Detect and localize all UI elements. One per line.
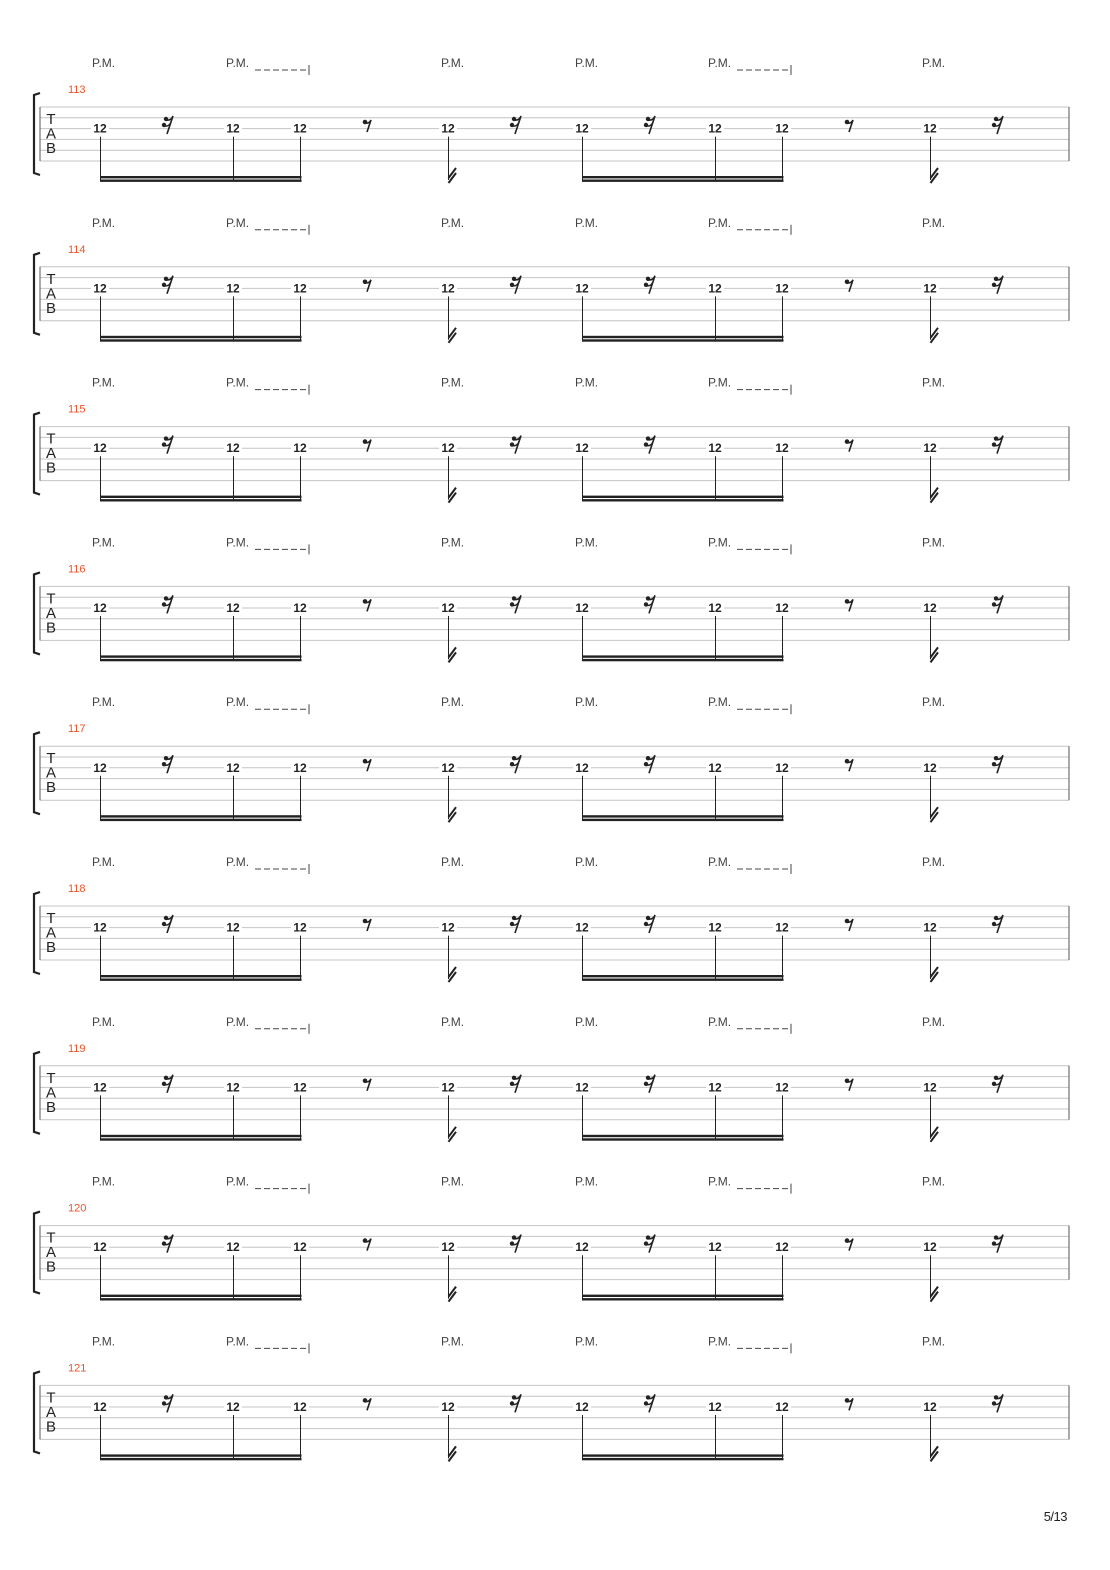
tab-clef-letter: T [46,1069,56,1087]
palm-mute-label: P.M. [441,535,465,550]
fret-number: 12 [226,601,240,615]
fret-number: 12 [293,920,307,935]
fret-number: 12 [575,601,589,615]
fret-number: 12 [775,281,789,296]
fret-number: 12 [93,1400,107,1414]
tab-system [34,1175,1069,1302]
palm-mute-label: P.M. [92,1334,116,1349]
palm-mute-label: P.M. [575,1334,599,1349]
tab-system [34,1334,1069,1461]
palm-mute-label: P.M. [92,695,116,710]
bar-number: 120 [68,1202,87,1215]
fret-number: 12 [441,1400,455,1414]
tab-clef-letter: T [46,270,56,288]
fret-number: 12 [93,601,107,615]
tab-clef-letter: T [46,910,56,927]
tab-clef-letter: B [45,619,57,637]
tab-clef-letter: T [46,1229,56,1247]
tab-clef-letter: A [45,125,57,143]
beam-primary [582,496,784,498]
fret-number: 12 [708,920,722,935]
beam-primary [582,1135,784,1137]
beam-secondary [582,659,784,661]
palm-mute-label: P.M. [441,1174,465,1189]
fret-number: 12 [575,281,589,296]
palm-mute-label: P.M. [575,855,599,869]
palm-mute-label: P.M. [575,375,599,390]
palm-mute-label: P.M. [575,695,599,710]
fret-number: 12 [708,441,722,456]
fret-number: 12 [293,281,307,296]
beam-secondary [582,339,784,341]
fret-number: 12 [775,760,789,775]
fret-number: 12 [923,121,937,136]
fret-number: 12 [226,1400,240,1414]
palm-mute-label: P.M. [922,56,946,70]
fret-number: 12 [293,760,307,775]
tab-clef-letter: B [45,939,57,956]
beam-primary [100,1295,302,1297]
fret-number: 12 [708,1240,722,1255]
fret-number: 12 [441,1080,455,1095]
beam-secondary [100,819,302,821]
fret-number: 12 [226,760,240,775]
fret-number: 12 [226,920,240,935]
tab-clef-letter: A [45,604,57,622]
fret-number: 12 [775,1400,789,1414]
fret-number: 12 [923,281,937,296]
fret-number: 12 [93,1240,107,1255]
beam-secondary [582,180,784,182]
beam-primary [100,815,302,817]
fret-number: 12 [575,1400,589,1414]
palm-mute-label: P.M. [922,855,946,869]
fret-number: 12 [575,121,589,136]
tab-clef-letter: B [45,1418,57,1436]
beam-secondary [100,499,302,501]
palm-mute-label: P.M. [575,1174,599,1189]
tab-system [34,1015,1069,1142]
fret-number: 12 [293,1080,307,1095]
palm-mute-label: P.M. [92,535,116,550]
beam-secondary [582,499,784,501]
palm-mute-label: P.M. [708,1334,732,1349]
tab-clef-letter: T [46,750,56,768]
beam-secondary [100,1298,302,1300]
fret-number: 12 [226,1080,240,1095]
tab-clef-letter: B [45,140,57,157]
system-bracket [34,732,40,814]
fret-number: 12 [708,601,722,615]
beam-primary [582,655,784,657]
fret-number: 12 [293,441,307,456]
fret-number: 12 [293,121,307,136]
beam-primary [100,1135,302,1137]
palm-mute-label: P.M. [575,56,599,70]
palm-mute-label: P.M. [226,535,250,550]
fret-number: 12 [226,441,240,456]
fret-number: 12 [575,760,589,775]
palm-mute-label: P.M. [92,1014,116,1029]
palm-mute-label: P.M. [226,1014,250,1029]
bar-number: 121 [68,1362,87,1375]
system-bracket [34,253,40,335]
tab-clef-letter: T [46,430,56,448]
fret-number: 12 [575,920,589,935]
fret-number: 12 [708,1400,722,1414]
fret-number: 12 [708,760,722,775]
system-bracket [34,93,40,175]
palm-mute-label: P.M. [708,56,732,70]
palm-mute-label: P.M. [708,695,732,710]
fret-number: 12 [441,760,455,775]
fret-number: 12 [775,601,789,615]
palm-mute-label: P.M. [92,1174,116,1189]
bar-number: 117 [68,723,86,736]
fret-number: 12 [93,441,107,456]
fret-number: 12 [708,281,722,296]
tab-clef-letter: A [45,1244,57,1262]
fret-number: 12 [775,121,789,136]
beam-primary [582,1295,784,1297]
fret-number: 12 [923,1080,937,1095]
fret-number: 12 [923,920,937,935]
fret-number: 12 [441,441,455,456]
fret-number: 12 [923,1240,937,1255]
palm-mute-label: P.M. [575,1014,599,1029]
bar-number: 116 [68,563,86,576]
fret-number: 12 [708,121,722,136]
palm-mute-label: P.M. [441,695,465,710]
tab-clef-letter: B [45,1258,57,1276]
palm-mute-label: P.M. [708,1174,732,1189]
palm-mute-label: P.M. [708,535,732,550]
tab-clef-letter: T [46,1389,56,1407]
fret-number: 12 [441,281,455,296]
palm-mute-label: P.M. [575,535,599,550]
beam-secondary [100,180,302,182]
fret-number: 12 [441,601,455,615]
palm-mute-label: P.M. [441,1334,465,1349]
beam-primary [100,655,302,657]
page-number: 5/13 [1043,1509,1067,1524]
tab-clef-letter: B [45,459,57,477]
palm-mute-label: P.M. [226,215,250,230]
beam-secondary [100,1138,302,1140]
palm-mute-label: P.M. [226,56,250,70]
palm-mute-label: P.M. [226,375,250,390]
bar-number: 113 [68,84,86,96]
fret-number: 12 [226,1240,240,1255]
fret-number: 12 [708,1080,722,1095]
beam-primary [582,336,784,338]
beam-primary [100,176,302,178]
palm-mute-label: P.M. [92,855,116,869]
palm-mute-label: P.M. [922,375,946,390]
beam-secondary [582,1298,784,1300]
beam-secondary [582,1138,784,1140]
system-bracket [34,892,40,974]
palm-mute-label: P.M. [708,855,732,869]
palm-mute-label: P.M. [441,1014,465,1029]
tab-clef-letter: A [45,924,57,942]
tab-clef-letter: B [45,779,57,797]
tab-clef-letter: T [46,111,56,128]
fret-number: 12 [775,1240,789,1255]
fret-number: 12 [441,1240,455,1255]
palm-mute-label: P.M. [92,215,116,230]
beam-primary [100,1454,302,1456]
palm-mute-label: P.M. [922,695,946,710]
fret-number: 12 [575,1080,589,1095]
beam-secondary [100,979,302,981]
palm-mute-label: P.M. [708,1014,732,1029]
beam-primary [582,176,784,178]
palm-mute-label: P.M. [92,56,116,70]
fret-number: 12 [923,1400,937,1414]
fret-number: 12 [226,281,240,296]
fret-number: 12 [923,441,937,456]
bar-number: 115 [68,403,86,416]
beam-primary [100,336,302,338]
palm-mute-label: P.M. [441,375,465,390]
tab-system [34,695,1069,822]
fret-number: 12 [293,1400,307,1414]
fret-number: 12 [93,281,107,296]
palm-mute-label: P.M. [226,1174,250,1189]
system-bracket [34,1052,40,1134]
tab-clef-letter: A [45,1084,57,1102]
tab-clef-letter: T [46,590,56,608]
tab-system [34,855,1069,982]
beam-primary [582,975,784,977]
beam-secondary [100,1458,302,1460]
fret-number: 12 [293,1240,307,1255]
beam-secondary [100,339,302,341]
fret-number: 12 [923,760,937,775]
palm-mute-label: P.M. [226,1334,250,1349]
palm-mute-label: P.M. [441,215,465,230]
beam-primary [100,496,302,498]
beam-primary [582,1454,784,1456]
beam-secondary [582,819,784,821]
bar-number: 119 [68,1042,86,1055]
system-bracket [34,1371,40,1453]
palm-mute-label: P.M. [92,375,116,390]
fret-number: 12 [293,601,307,615]
fret-number: 12 [93,760,107,775]
bar-number: 114 [68,243,86,256]
fret-number: 12 [226,121,240,136]
beam-primary [100,975,302,977]
system-bracket [34,413,40,495]
palm-mute-label: P.M. [708,375,732,390]
fret-number: 12 [923,601,937,615]
tab-clef-letter: A [45,1403,57,1421]
tab-system [34,535,1069,662]
fret-number: 12 [93,1080,107,1095]
fret-number: 12 [441,920,455,935]
tab-system [34,216,1069,343]
tab-clef-letter: B [45,1098,57,1116]
palm-mute-label: P.M. [441,56,465,70]
system-bracket [34,572,40,654]
fret-number: 12 [775,920,789,935]
fret-number: 12 [441,121,455,136]
fret-number: 12 [775,1080,789,1095]
palm-mute-label: P.M. [922,1174,946,1189]
fret-number: 12 [575,1240,589,1255]
palm-mute-label: P.M. [922,1334,946,1349]
palm-mute-label: P.M. [226,695,250,710]
fret-number: 12 [775,441,789,456]
palm-mute-label: P.M. [708,215,732,230]
tab-clef-letter: A [45,445,57,463]
palm-mute-label: P.M. [922,1014,946,1029]
bar-number: 118 [68,883,86,895]
system-bracket [34,1212,40,1294]
beam-secondary [582,979,784,981]
tab-clef-letter: A [45,764,57,782]
tab-clef-letter: B [45,299,57,317]
fret-number: 12 [575,441,589,456]
palm-mute-label: P.M. [226,855,250,869]
beam-secondary [582,1458,784,1460]
tab-system [34,56,1069,183]
palm-mute-label: P.M. [922,215,946,230]
palm-mute-label: P.M. [922,535,946,550]
tab-system [34,376,1069,503]
fret-number: 12 [93,121,107,136]
tab-clef-letter: A [45,285,57,303]
beam-primary [582,815,784,817]
palm-mute-label: P.M. [575,215,599,230]
fret-number: 12 [93,920,107,935]
beam-secondary [100,659,302,661]
palm-mute-label: P.M. [441,855,465,869]
